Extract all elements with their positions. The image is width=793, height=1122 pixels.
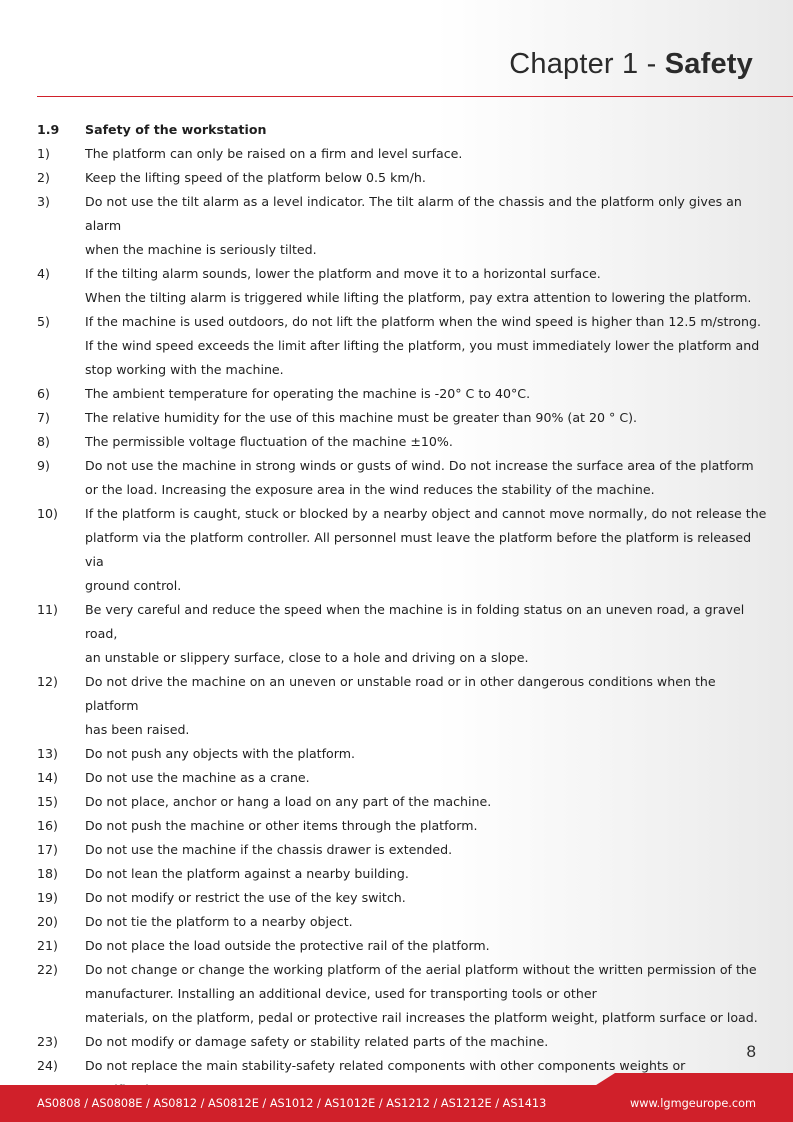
list-item-number: 10): [37, 506, 58, 521]
list-item-number: 4): [37, 266, 50, 281]
list-item-text: Do not modify or damage safety or stability related parts of the machine.: [85, 1034, 549, 1049]
list-item-number: 17): [37, 842, 58, 857]
list-item: [37, 838, 767, 862]
list-item-number: 16): [37, 818, 58, 833]
list-item-number: 3): [37, 194, 50, 209]
list-item-number: 24): [37, 1058, 58, 1073]
list-item-number: 15): [37, 794, 58, 809]
list-item-number: 20): [37, 914, 58, 929]
list-item-text: stop working with the machine.: [85, 362, 284, 377]
list-item-continuation: [37, 358, 767, 382]
list-item: [37, 742, 767, 766]
list-item: [37, 310, 767, 334]
list-item-continuation: [37, 574, 767, 598]
list-item: [37, 406, 767, 430]
section-number: 1.9: [37, 122, 60, 137]
list-item-number: [37, 646, 85, 670]
list-item: [37, 430, 767, 454]
list-item-number: 7): [37, 410, 50, 425]
list-item-text: Be very careful and reduce the speed when the machine is in folding status on an uneven road, a gravel road,: [85, 602, 745, 641]
list-item-continuation: [37, 334, 767, 358]
list-item: [37, 934, 767, 958]
list-item-text: Do not push the machine or other items through the platform.: [85, 818, 478, 833]
list-item-text: an unstable or slippery surface, close to a hole and driving on a slope.: [85, 650, 529, 665]
list-item: [37, 1030, 767, 1054]
list-item-number: [37, 718, 85, 742]
list-item-continuation: [37, 1006, 767, 1030]
list-item-text: Do not modify or restrict the use of the key switch.: [85, 890, 406, 905]
list-item-text: Keep the lifting speed of the platform below 0.5 km/h.: [85, 170, 426, 185]
list-item-text: If the machine is used outdoors, do not lift the platform when the wind speed is higher than 12.5 m/strong.: [85, 314, 761, 329]
list-item: [37, 502, 767, 526]
list-item-number: 13): [37, 746, 58, 761]
list-item-number: [37, 1006, 85, 1030]
list-item-number: 11): [37, 602, 58, 617]
list-item-number: [37, 478, 85, 502]
list-item-text: If the platform is caught, stuck or blocked by a nearby object and cannot move normally, do not release the: [85, 506, 767, 521]
list-item-text: The relative humidity for the use of this machine must be greater than 90% (at 20 ° C).: [85, 410, 638, 425]
section-title: Safety of the workstation: [85, 122, 267, 137]
list-item-continuation: [37, 982, 767, 1006]
list-item-continuation: [37, 718, 767, 742]
list-item-text: Do not replace the main stability-safety related components with other components weights or: [85, 1058, 686, 1073]
list-item-number: 8): [37, 434, 50, 449]
list-item-text: Do not use the machine if the chassis drawer is extended.: [85, 842, 453, 857]
chapter-prefix: Chapter 1 -: [509, 48, 665, 80]
list-item: [37, 766, 767, 790]
chapter-header: [509, 48, 753, 81]
list-item-continuation: [37, 478, 767, 502]
list-item-number: [37, 982, 85, 1006]
list-item: [37, 190, 767, 238]
list-item-text: When the tilting alarm is triggered while lifting the platform, pay extra attention to lowering the platform.: [85, 290, 752, 305]
list-item: [37, 886, 767, 910]
list-item-text: or the load. Increasing the exposure area in the wind reduces the stability of the machine.: [85, 482, 655, 497]
list-item: [37, 262, 767, 286]
list-item-number: [37, 286, 85, 310]
list-item-text: Do not use the tilt alarm as a level indicator. The tilt alarm of the chassis and the platform only gives an alarm: [85, 194, 742, 233]
list-item-text: Do not tie the platform to a nearby object.: [85, 914, 353, 929]
list-item: [37, 958, 767, 982]
page-number: 8: [746, 1042, 756, 1061]
list-item: [37, 382, 767, 406]
safety-list: [37, 142, 767, 1102]
list-item-text: Do not lean the platform against a nearby building.: [85, 866, 409, 881]
list-item-text: has been raised.: [85, 722, 190, 737]
list-item-number: [37, 574, 85, 598]
list-item-number: 21): [37, 938, 58, 953]
list-item-text: If the wind speed exceeds the limit after lifting the platform, you must immediately lower the platform and: [85, 338, 760, 353]
list-item-text: Do not place, anchor or hang a load on any part of the machine.: [85, 794, 492, 809]
list-item-text: materials, on the platform, pedal or protective rail increases the platform weight, platform surface or load.: [85, 1010, 758, 1025]
list-item-text: Do not use the machine as a crane.: [85, 770, 310, 785]
list-item-text: when the machine is seriously tilted.: [85, 242, 317, 257]
list-item: [37, 814, 767, 838]
list-item-text: If the tilting alarm sounds, lower the platform and move it to a horizontal surface.: [85, 266, 601, 281]
list-item-text: Do not drive the machine on an uneven or unstable road or in other dangerous conditions when the platform: [85, 674, 716, 713]
list-item-number: 2): [37, 170, 50, 185]
list-item-continuation: [37, 646, 767, 670]
list-item-text: Do not change or change the working platform of the aerial platform without the written permission of the: [85, 962, 757, 977]
list-item-number: 5): [37, 314, 50, 329]
footer-models: AS0808 / AS0808E / AS0812 / AS0812E / AS1012 / AS1012E / AS1212 / AS1212E / AS1413: [37, 1097, 547, 1110]
list-item: [37, 454, 767, 478]
list-item-number: 12): [37, 674, 58, 689]
list-item-text: Do not push any objects with the platform.: [85, 746, 355, 761]
list-item: [37, 790, 767, 814]
list-item-text: The permissible voltage fluctuation of the machine ±10%.: [85, 434, 453, 449]
header-rule: [37, 96, 793, 97]
list-item-number: [37, 358, 85, 382]
list-item-number: 19): [37, 890, 58, 905]
list-item-text: Do not use the machine in strong winds or gusts of wind. Do not increase the surface area of the platform: [85, 458, 754, 473]
list-item-number: 6): [37, 386, 50, 401]
footer-url[interactable]: www.lgmgeurope.com: [629, 1097, 756, 1110]
list-item: [37, 670, 767, 718]
list-item-number: 23): [37, 1034, 58, 1049]
list-item-continuation: [37, 238, 767, 262]
list-item: [37, 862, 767, 886]
list-item-number: [37, 334, 85, 358]
footer-bar: [0, 1085, 793, 1122]
list-item-number: [37, 238, 85, 262]
list-item-number: 9): [37, 458, 50, 473]
list-item-text: Do not place the load outside the protective rail of the platform.: [85, 938, 490, 953]
list-item: [37, 142, 767, 166]
list-item: [37, 598, 767, 646]
list-item-text: manufacturer. Installing an additional device, used for transporting tools or other: [85, 986, 597, 1001]
list-item-text: ground control.: [85, 578, 182, 593]
list-item-continuation: [37, 286, 767, 310]
list-item-text: platform via the platform controller. All personnel must leave the platform before the platform is released via: [85, 530, 752, 569]
list-item-text: The ambient temperature for operating the machine is -20° C to 40°C.: [85, 386, 531, 401]
section-heading: [37, 118, 767, 142]
section-content: [37, 118, 767, 1102]
list-item-number: [37, 526, 85, 574]
list-item-number: 18): [37, 866, 58, 881]
list-item-number: 14): [37, 770, 58, 785]
list-item-text: The platform can only be raised on a firm and level surface.: [85, 146, 463, 161]
chapter-title: Safety: [664, 48, 753, 80]
list-item-continuation: [37, 526, 767, 574]
list-item-number: 1): [37, 146, 50, 161]
footer-tab: [593, 1073, 793, 1087]
list-item: [37, 166, 767, 190]
list-item-number: 22): [37, 962, 58, 977]
list-item: [37, 910, 767, 934]
